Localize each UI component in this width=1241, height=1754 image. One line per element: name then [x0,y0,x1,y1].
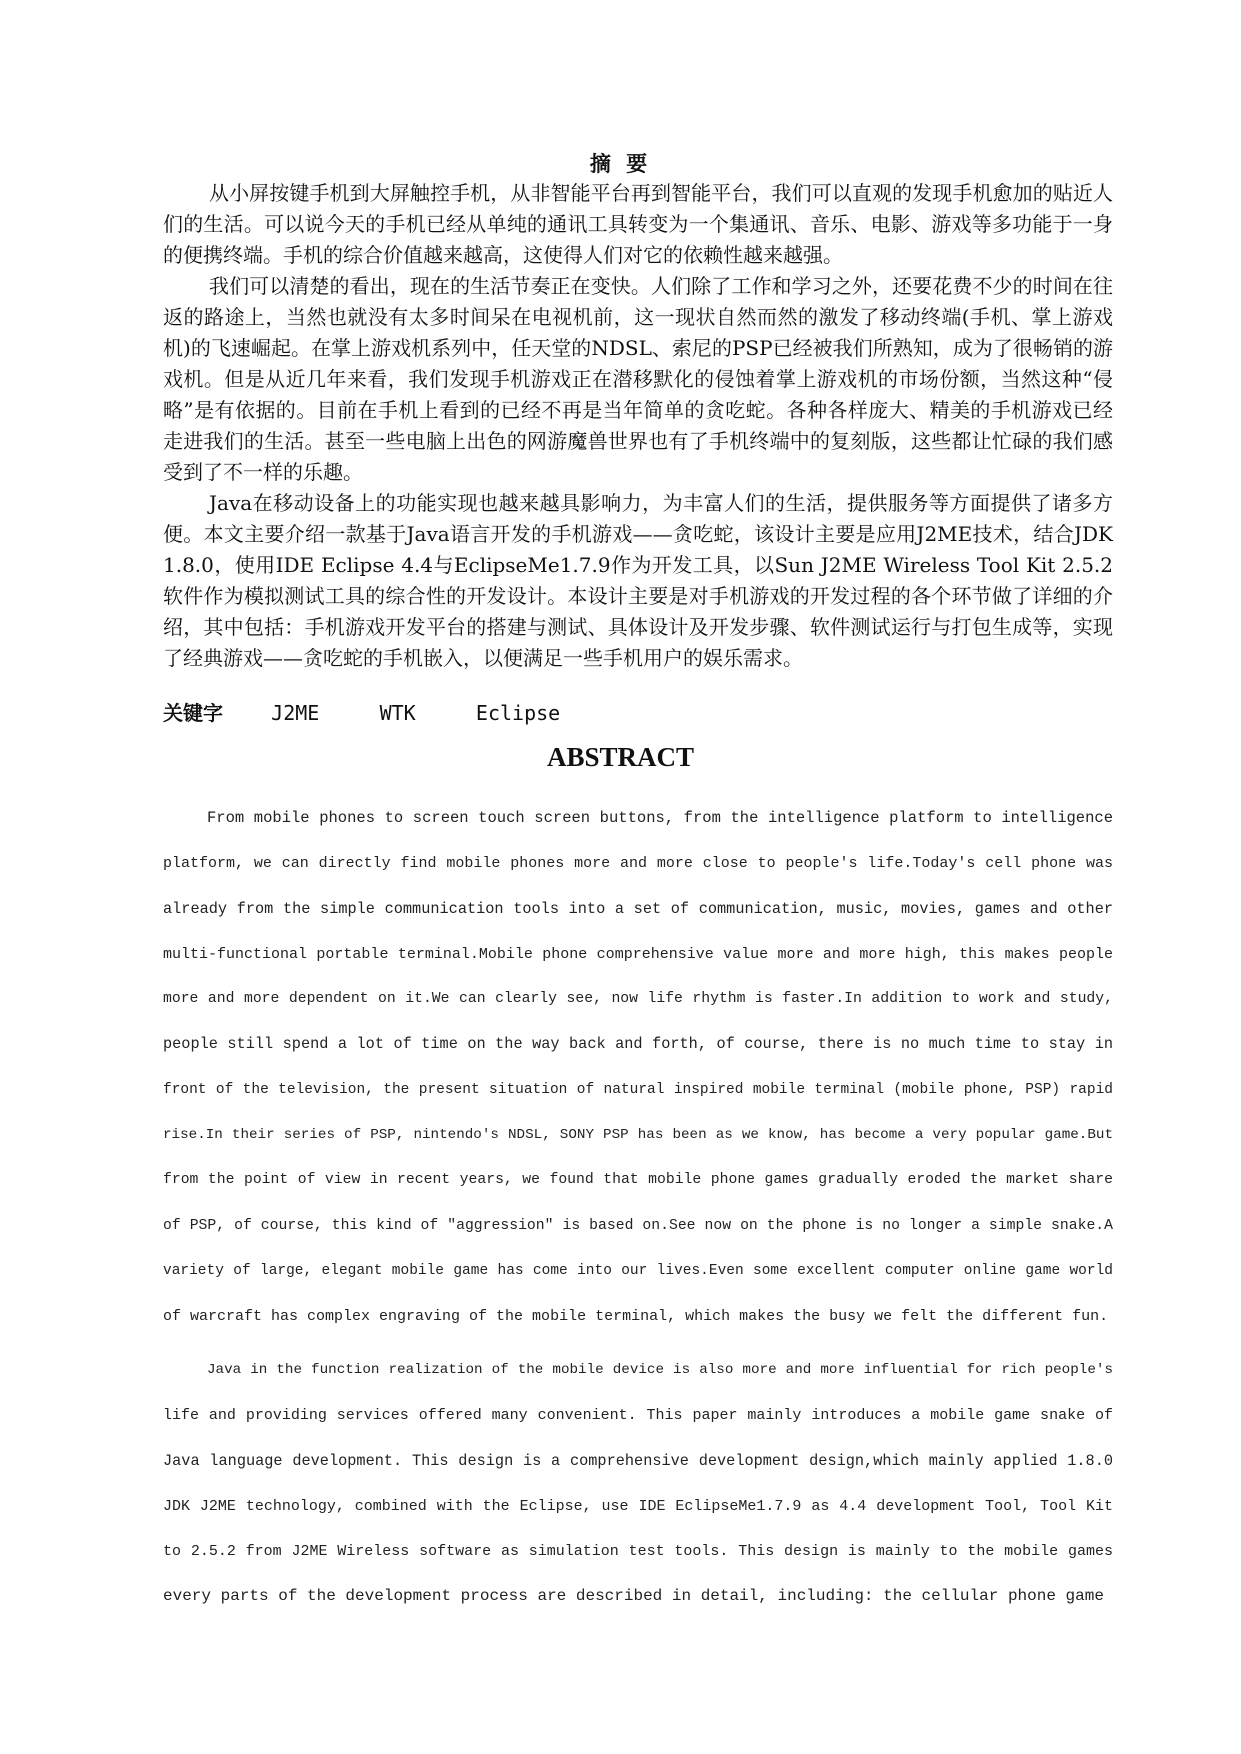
chinese-abstract-title: 摘 要 [589,151,652,176]
text-line: variety of large, elegant mobile game has come into our lives.Even some excellent computer online game world [163,1262,1113,1279]
text-line: more and more dependent on it.We can clearly see, now life rhythm is faster.In addition to work and study, [163,991,1113,1008]
chinese-abstract-body [163,178,1113,674]
english-paragraph-1 [163,796,1113,1340]
keyword: J2ME [271,701,320,725]
text-line: from the point of view in recent years, we found that mobile phone games gradually eroded the market share [163,1172,1113,1189]
text-line: every parts of the development process are described in detail, including: the cellular phone game [163,1587,1104,1606]
text-line: JDK J2ME technology, combined with the Eclipse, use IDE EclipseMe1.7.9 as 4.4 development Tool, Tool Kit [163,1497,1113,1515]
chinese-paragraph-1: 从小屏按键手机到大屏触控手机，从非智能平台再到智能平台，我们可以直观的发现手机愈加的贴近人们的生活。可以说今天的手机已经从单纯的通讯工具转变为一个集通讯、音乐、电影、游戏等多功能于一身的便携终端。手机的综合价值越来越高，这使得人们对它的依赖性越来越强。 [163,181,1113,267]
text-line: platform, we can directly find mobile phones more and more close to people's life.Today's cell phone was [163,855,1113,873]
text-line: front of the television, the present situation of natural inspired mobile terminal (mobile phone, PSP) rapid [163,1081,1113,1098]
text-line: life and providing services offered many convenient. This paper mainly introduces a mobile game snake of [163,1407,1113,1425]
text-line: Java language development. This design is a comprehensive development design,which mainly applied 1.8.0 [163,1451,1113,1470]
text-line: From mobile phones to screen touch screen buttons, from the intelligence platform to intelligence [207,809,1113,827]
keywords-label: 关键字 [163,701,223,725]
chinese-paragraph-3: Java在移动设备上的功能实现也越来越具影响力，为丰富人们的生活，提供服务等方面提供了诸多方便。本文主要介绍一款基于Java语言开发的手机游戏——贪吃蛇，该设计主要是应用J2ME技术，结合JDK 1.8.0，使用IDE Eclipse 4.4与EclipseMe1.7.9作为开发工具，以Sun J2ME Wireless Tool Kit 2.5.2软件作为模拟测试工具的综合性的开发设计。本设计主要是对手机游戏的开发过程的各个环节做了详细的介绍，其中包括：手机游戏开发平台的搭建与测试、具体设计及开发步骤、软件测试运行与打包生成等，实现了经典游戏——贪吃蛇的手机嵌入，以便满足一些手机用户的娱乐需求。 [163,491,1113,670]
text-line: of PSP, of course, this kind of "aggression" is based on.See now on the phone is no longer a simple snake.A [163,1217,1113,1234]
keyword: WTK [379,701,416,725]
text-line: rise.In their series of PSP, nintendo's NDSL, SONY PSP has been as we know, has become a very popular game.But [163,1127,1113,1144]
english-abstract-title: ABSTRACT [546,742,695,772]
text-line: of warcraft has complex engraving of the mobile terminal, which makes the busy we felt the different fun. [163,1308,1109,1326]
keywords-line [163,697,560,726]
text-line: people still spend a lot of time on the way back and forth, of course, there is no much time to stay in [163,1035,1113,1054]
english-paragraph-2 [163,1348,1113,1620]
text-line: multi-functional portable terminal.Mobile phone comprehensive value more and more high, this makes people [163,945,1113,963]
keyword: Eclipse [475,701,561,725]
text-line: to 2.5.2 from J2ME Wireless software as simulation test tools. This design is mainly to the mobile games [163,1543,1113,1561]
chinese-paragraph-2: 我们可以清楚的看出，现在的生活节奏正在变快。人们除了工作和学习之外，还要花费不少的时间在往返的路途上，当然也就没有太多时间呆在电视机前，这一现状自然而然的激发了移动终端(手机、掌上游戏机)的飞速崛起。在掌上游戏机系列中，任天堂的NDSL、索尼的PSP已经被我们所熟知，成为了很畅销的游戏机。但是从近几年来看，我们发现手机游戏正在潜移默化的侵蚀着掌上游戏机的市场份额，当然这种“侵略”是有依据的。目前在手机上看到的已经不再是当年简单的贪吃蛇。各种各样庞大、精美的手机游戏已经走进我们的生活。甚至一些电脑上出色的网游魔兽世界也有了手机终端中的复刻版，这些都让忙碌的我们感受到了不一样的乐趣。 [163,274,1113,484]
text-line: Java in the function realization of the mobile device is also more and more influential for rich people's [207,1362,1113,1378]
text-line: already from the simple communication tools into a set of communication, music, movies, games and other [163,899,1113,918]
